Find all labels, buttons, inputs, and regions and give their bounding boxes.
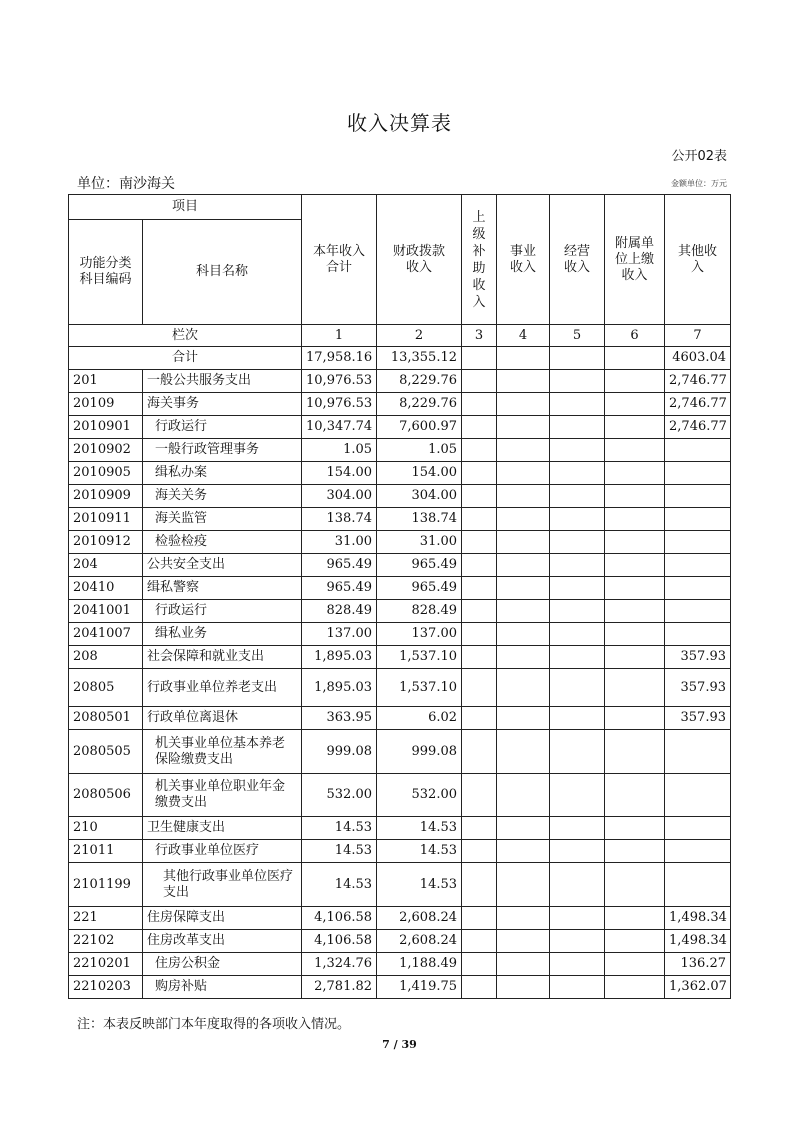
amount-cell	[550, 485, 605, 508]
amount-cell	[462, 485, 497, 508]
amount-cell	[550, 863, 605, 907]
amount-cell	[605, 577, 665, 600]
amount-cell: 10,976.53	[302, 393, 377, 416]
subject-name: 检验检疫	[143, 531, 302, 554]
amount-cell	[550, 953, 605, 976]
subject-code: 221	[69, 907, 143, 930]
amount-cell	[497, 907, 550, 930]
amount-unit-label: 金额单位：万元	[671, 179, 727, 188]
income-table	[68, 194, 731, 999]
amount-cell	[550, 623, 605, 646]
header-operation: 经营 收入	[550, 195, 605, 325]
table-row	[69, 774, 731, 817]
amount-cell	[462, 669, 497, 707]
subject-code: 2101199	[69, 863, 143, 907]
table-row	[69, 370, 731, 393]
table-row	[69, 907, 731, 930]
column-index: 3	[462, 325, 497, 347]
table-row	[69, 508, 731, 531]
amount-cell	[605, 669, 665, 707]
subject-code: 20109	[69, 393, 143, 416]
amount-cell	[605, 623, 665, 646]
amount-cell	[497, 439, 550, 462]
amount-cell: 2,746.77	[665, 416, 731, 439]
subject-code: 20805	[69, 669, 143, 707]
amount-cell	[462, 462, 497, 485]
amount-cell	[605, 840, 665, 863]
amount-cell: 1,498.34	[665, 930, 731, 953]
amount-cell: 31.00	[377, 531, 462, 554]
header-other: 其他收 入	[665, 195, 731, 325]
table-row	[69, 393, 731, 416]
subject-name: 社会保障和就业支出	[143, 646, 302, 669]
amount-cell	[462, 646, 497, 669]
unit-label: 单位：南沙海关	[77, 176, 175, 192]
amount-cell	[605, 646, 665, 669]
amount-cell	[550, 646, 605, 669]
subject-name: 行政事业单位医疗	[143, 840, 302, 863]
amount-cell	[497, 669, 550, 707]
column-index: 4	[497, 325, 550, 347]
amount-cell	[497, 485, 550, 508]
amount-cell	[665, 623, 731, 646]
amount-cell	[550, 439, 605, 462]
amount-cell	[497, 393, 550, 416]
amount-cell: 1.05	[302, 439, 377, 462]
amount-cell	[497, 531, 550, 554]
amount-cell: 1,895.03	[302, 669, 377, 707]
amount-cell	[605, 439, 665, 462]
subject-name: 缉私办案	[143, 462, 302, 485]
subject-code: 201	[69, 370, 143, 393]
amount-cell	[497, 600, 550, 623]
amount-cell	[550, 774, 605, 817]
total-row	[69, 347, 731, 370]
subject-name: 住房保障支出	[143, 907, 302, 930]
subject-name: 海关关务	[143, 485, 302, 508]
amount-cell: 1,362.07	[665, 976, 731, 999]
table-row	[69, 976, 731, 999]
amount-cell	[550, 416, 605, 439]
amount-cell: 4,106.58	[302, 907, 377, 930]
table-row	[69, 600, 731, 623]
amount-cell: 1,498.34	[665, 907, 731, 930]
subject-code: 2041007	[69, 623, 143, 646]
amount-cell: 1,895.03	[302, 646, 377, 669]
amount-cell: 2,746.77	[665, 393, 731, 416]
subject-code: 20410	[69, 577, 143, 600]
amount-cell	[665, 508, 731, 531]
amount-cell: 6.02	[377, 707, 462, 730]
total-cell	[550, 347, 605, 370]
subject-name: 缉私业务	[143, 623, 302, 646]
amount-cell: 154.00	[377, 462, 462, 485]
amount-cell	[665, 439, 731, 462]
subject-code: 2010911	[69, 508, 143, 531]
subject-name: 购房补贴	[143, 976, 302, 999]
amount-cell	[665, 554, 731, 577]
amount-cell	[665, 577, 731, 600]
amount-cell: 8,229.76	[377, 393, 462, 416]
amount-cell: 1,324.76	[302, 953, 377, 976]
header-name: 科目名称	[143, 220, 302, 325]
amount-cell: 1,419.75	[377, 976, 462, 999]
page-title: 收入决算表	[347, 111, 452, 135]
table-row	[69, 840, 731, 863]
amount-cell	[550, 976, 605, 999]
subject-name: 机关事业单位职业年金缴费支出	[143, 774, 302, 817]
form-number: 公开02表	[671, 149, 727, 164]
column-index-row	[69, 325, 731, 347]
amount-cell	[550, 730, 605, 774]
amount-cell	[550, 669, 605, 707]
subject-name: 海关监管	[143, 508, 302, 531]
amount-cell: 304.00	[377, 485, 462, 508]
amount-cell	[462, 577, 497, 600]
amount-cell: 1.05	[377, 439, 462, 462]
amount-cell	[605, 707, 665, 730]
header-business: 事业 收入	[497, 195, 550, 325]
subject-code: 21011	[69, 840, 143, 863]
amount-cell	[665, 774, 731, 817]
subject-name: 一般行政管理事务	[143, 439, 302, 462]
subject-name: 机关事业单位基本养老保险缴费支出	[143, 730, 302, 774]
amount-cell	[462, 531, 497, 554]
subject-code: 2080505	[69, 730, 143, 774]
subject-code: 204	[69, 554, 143, 577]
amount-cell: 2,781.82	[302, 976, 377, 999]
amount-cell	[497, 554, 550, 577]
amount-cell	[462, 393, 497, 416]
subject-name: 住房公积金	[143, 953, 302, 976]
total-cell: 13,355.12	[377, 347, 462, 370]
amount-cell: 304.00	[302, 485, 377, 508]
page-number: 7 / 39	[382, 1038, 417, 1051]
subject-name: 缉私警察	[143, 577, 302, 600]
amount-cell	[497, 817, 550, 840]
header-item: 项目	[69, 195, 302, 220]
header-code: 功能分类 科目编码	[69, 220, 143, 325]
amount-cell: 31.00	[302, 531, 377, 554]
amount-cell	[605, 863, 665, 907]
amount-cell	[550, 930, 605, 953]
amount-cell	[665, 485, 731, 508]
amount-cell	[497, 508, 550, 531]
amount-cell	[550, 817, 605, 840]
table-row	[69, 817, 731, 840]
amount-cell	[605, 817, 665, 840]
table-row	[69, 669, 731, 707]
subject-code: 2010902	[69, 439, 143, 462]
amount-cell: 2,608.24	[377, 907, 462, 930]
amount-cell	[497, 577, 550, 600]
amount-cell	[665, 840, 731, 863]
amount-cell: 4,106.58	[302, 930, 377, 953]
amount-cell	[665, 730, 731, 774]
table-row	[69, 623, 731, 646]
amount-cell: 14.53	[377, 840, 462, 863]
amount-cell	[462, 817, 497, 840]
amount-cell	[497, 774, 550, 817]
amount-cell	[550, 554, 605, 577]
amount-cell: 10,347.74	[302, 416, 377, 439]
subject-code: 22102	[69, 930, 143, 953]
amount-cell: 357.93	[665, 707, 731, 730]
total-cell	[462, 347, 497, 370]
subject-name: 行政单位离退休	[143, 707, 302, 730]
table-row	[69, 953, 731, 976]
amount-cell: 828.49	[377, 600, 462, 623]
table-row	[69, 863, 731, 907]
subject-code: 2041001	[69, 600, 143, 623]
amount-cell	[550, 840, 605, 863]
table-row	[69, 730, 731, 774]
amount-cell	[497, 976, 550, 999]
amount-cell	[605, 393, 665, 416]
amount-cell: 154.00	[302, 462, 377, 485]
column-index: 1	[302, 325, 377, 347]
table-row	[69, 930, 731, 953]
footnote: 注：本表反映部门本年度取得的各项收入情况。	[77, 1017, 351, 1032]
amount-cell	[462, 907, 497, 930]
amount-cell	[497, 370, 550, 393]
amount-cell	[665, 531, 731, 554]
header-total: 本年收入 合计	[302, 195, 377, 325]
subject-code: 2010905	[69, 462, 143, 485]
amount-cell	[665, 817, 731, 840]
column-index-label: 栏次	[69, 325, 302, 347]
amount-cell	[550, 600, 605, 623]
amount-cell	[665, 863, 731, 907]
subject-name: 行政运行	[143, 416, 302, 439]
amount-cell	[462, 707, 497, 730]
amount-cell	[605, 462, 665, 485]
subject-name: 卫生健康支出	[143, 817, 302, 840]
table-row	[69, 577, 731, 600]
total-cell	[497, 347, 550, 370]
amount-cell	[550, 508, 605, 531]
subject-code: 2010909	[69, 485, 143, 508]
amount-cell	[497, 707, 550, 730]
amount-cell	[462, 953, 497, 976]
subject-code: 2010901	[69, 416, 143, 439]
amount-cell	[605, 907, 665, 930]
subject-code: 208	[69, 646, 143, 669]
amount-cell	[497, 930, 550, 953]
amount-cell: 363.95	[302, 707, 377, 730]
amount-cell	[462, 930, 497, 953]
subject-name: 行政事业单位养老支出	[143, 669, 302, 707]
amount-cell	[605, 416, 665, 439]
column-index: 2	[377, 325, 462, 347]
amount-cell	[605, 485, 665, 508]
amount-cell	[605, 976, 665, 999]
amount-cell	[462, 370, 497, 393]
amount-cell: 138.74	[302, 508, 377, 531]
column-index: 5	[550, 325, 605, 347]
subject-code: 2010912	[69, 531, 143, 554]
total-label: 合计	[69, 347, 302, 370]
amount-cell: 2,746.77	[665, 370, 731, 393]
amount-cell	[497, 730, 550, 774]
amount-cell	[665, 600, 731, 623]
amount-cell: 999.08	[377, 730, 462, 774]
subject-name: 其他行政事业单位医疗支出	[143, 863, 302, 907]
amount-cell: 1,537.10	[377, 669, 462, 707]
amount-cell	[462, 508, 497, 531]
subject-code: 2080506	[69, 774, 143, 817]
subject-code: 2210203	[69, 976, 143, 999]
amount-cell	[605, 774, 665, 817]
total-cell: 4603.04	[665, 347, 731, 370]
table-row	[69, 531, 731, 554]
amount-cell	[550, 577, 605, 600]
subject-name: 海关事务	[143, 393, 302, 416]
amount-cell	[605, 531, 665, 554]
amount-cell	[497, 623, 550, 646]
amount-cell	[605, 554, 665, 577]
column-index: 7	[665, 325, 731, 347]
column-index: 6	[605, 325, 665, 347]
amount-cell: 136.27	[665, 953, 731, 976]
amount-cell: 999.08	[302, 730, 377, 774]
amount-cell: 14.53	[377, 817, 462, 840]
amount-cell	[550, 462, 605, 485]
amount-cell	[462, 623, 497, 646]
amount-cell: 532.00	[302, 774, 377, 817]
amount-cell: 138.74	[377, 508, 462, 531]
amount-cell	[462, 600, 497, 623]
subject-code: 2210201	[69, 953, 143, 976]
amount-cell: 965.49	[377, 554, 462, 577]
amount-cell	[497, 416, 550, 439]
amount-cell	[462, 840, 497, 863]
table-row	[69, 416, 731, 439]
amount-cell: 8,229.76	[377, 370, 462, 393]
subject-code: 2080501	[69, 707, 143, 730]
amount-cell: 10,976.53	[302, 370, 377, 393]
header-fiscal: 财政拨款 收入	[377, 195, 462, 325]
amount-cell	[462, 554, 497, 577]
amount-cell	[497, 840, 550, 863]
amount-cell	[462, 976, 497, 999]
amount-cell: 828.49	[302, 600, 377, 623]
amount-cell: 14.53	[302, 817, 377, 840]
subject-code: 210	[69, 817, 143, 840]
amount-cell: 965.49	[302, 577, 377, 600]
amount-cell	[497, 953, 550, 976]
amount-cell	[550, 907, 605, 930]
table-row	[69, 554, 731, 577]
amount-cell	[665, 462, 731, 485]
subject-name: 住房改革支出	[143, 930, 302, 953]
header-superior: 上 级 补 助 收 入	[462, 195, 497, 325]
amount-cell	[605, 953, 665, 976]
amount-cell: 14.53	[302, 840, 377, 863]
table-row	[69, 485, 731, 508]
amount-cell	[462, 730, 497, 774]
amount-cell	[605, 370, 665, 393]
amount-cell: 357.93	[665, 646, 731, 669]
amount-cell	[462, 439, 497, 462]
amount-cell: 7,600.97	[377, 416, 462, 439]
amount-cell	[550, 531, 605, 554]
amount-cell: 14.53	[302, 863, 377, 907]
total-cell	[605, 347, 665, 370]
amount-cell: 137.00	[377, 623, 462, 646]
table-row	[69, 439, 731, 462]
amount-cell: 14.53	[377, 863, 462, 907]
amount-cell	[462, 416, 497, 439]
amount-cell: 137.00	[302, 623, 377, 646]
amount-cell: 532.00	[377, 774, 462, 817]
amount-cell	[550, 707, 605, 730]
amount-cell	[497, 646, 550, 669]
amount-cell	[462, 863, 497, 907]
total-cell: 17,958.16	[302, 347, 377, 370]
amount-cell: 357.93	[665, 669, 731, 707]
subject-name: 一般公共服务支出	[143, 370, 302, 393]
amount-cell: 965.49	[302, 554, 377, 577]
amount-cell: 1,537.10	[377, 646, 462, 669]
subject-name: 公共安全支出	[143, 554, 302, 577]
amount-cell	[497, 462, 550, 485]
amount-cell	[605, 730, 665, 774]
amount-cell	[605, 508, 665, 531]
amount-cell	[497, 863, 550, 907]
amount-cell	[605, 600, 665, 623]
amount-cell: 2,608.24	[377, 930, 462, 953]
subject-name: 行政运行	[143, 600, 302, 623]
table-row	[69, 646, 731, 669]
amount-cell	[550, 370, 605, 393]
amount-cell: 965.49	[377, 577, 462, 600]
table-row	[69, 462, 731, 485]
amount-cell	[462, 774, 497, 817]
table-row	[69, 707, 731, 730]
amount-cell	[605, 930, 665, 953]
amount-cell	[550, 393, 605, 416]
amount-cell: 1,188.49	[377, 953, 462, 976]
header-affiliated: 附属单 位上缴 收入	[605, 195, 665, 325]
